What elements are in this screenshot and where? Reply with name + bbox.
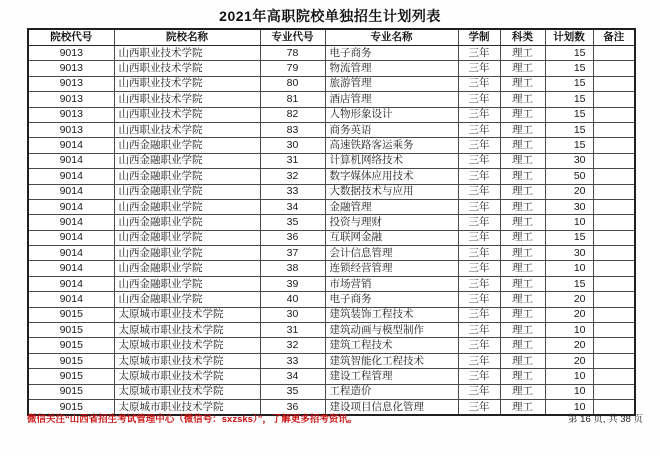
- table-cell: 三年: [458, 215, 500, 230]
- enrollment-plan-table: [27, 28, 636, 416]
- table-cell: 三年: [458, 230, 500, 245]
- table-cell: 30: [260, 307, 325, 322]
- table-cell: 太原城市职业技术学院: [114, 369, 260, 384]
- header-cell: 学制: [458, 29, 500, 46]
- table-cell: 10: [545, 384, 593, 399]
- table-row: [28, 92, 635, 107]
- table-cell: 三年: [458, 292, 500, 307]
- table-cell: 理工: [500, 153, 545, 168]
- table-cell: [593, 153, 635, 168]
- table-cell: 9014: [28, 246, 114, 261]
- table-cell: 山西职业技术学院: [114, 76, 260, 91]
- table-cell: 9013: [28, 107, 114, 122]
- table-cell: 太原城市职业技术学院: [114, 323, 260, 338]
- table-row: [28, 61, 635, 76]
- page-title: 2021年高职院校单独招生计划列表: [219, 8, 441, 24]
- table-cell: 20: [545, 184, 593, 199]
- table-cell: 30: [545, 246, 593, 261]
- table-cell: 三年: [458, 76, 500, 91]
- table-row: [28, 169, 635, 184]
- table-row: [28, 369, 635, 384]
- table-cell: 9013: [28, 92, 114, 107]
- table-cell: 商务英语: [325, 122, 458, 137]
- table-cell: 三年: [458, 384, 500, 399]
- table-cell: 理工: [500, 46, 545, 61]
- table-cell: 太原城市职业技术学院: [114, 338, 260, 353]
- table-cell: 理工: [500, 169, 545, 184]
- table-cell: [593, 292, 635, 307]
- table-cell: 三年: [458, 122, 500, 137]
- table-cell: 9014: [28, 184, 114, 199]
- table-cell: 31: [260, 153, 325, 168]
- table-cell: 38: [260, 261, 325, 276]
- table-cell: 电子商务: [325, 46, 458, 61]
- table-row: [28, 107, 635, 122]
- table-cell: 连锁经营管理: [325, 261, 458, 276]
- table-cell: 31: [260, 323, 325, 338]
- table-cell: 酒店管理: [325, 92, 458, 107]
- table-cell: [593, 215, 635, 230]
- table-cell: 理工: [500, 399, 545, 415]
- table-cell: 10: [545, 369, 593, 384]
- table-cell: 旅游管理: [325, 76, 458, 91]
- table-cell: 三年: [458, 276, 500, 291]
- table-cell: 理工: [500, 92, 545, 107]
- table-cell: 9015: [28, 323, 114, 338]
- table-cell: 三年: [458, 169, 500, 184]
- table-cell: 三年: [458, 46, 500, 61]
- table-row: [28, 399, 635, 415]
- table-cell: 10: [545, 215, 593, 230]
- table-cell: 83: [260, 122, 325, 137]
- table-cell: 物流管理: [325, 61, 458, 76]
- table-cell: 理工: [500, 292, 545, 307]
- table-cell: [593, 307, 635, 322]
- table-row: [28, 307, 635, 322]
- table-cell: 80: [260, 76, 325, 91]
- table-cell: 82: [260, 107, 325, 122]
- table-cell: [593, 323, 635, 338]
- table-body: [28, 46, 635, 416]
- table-row: [28, 353, 635, 368]
- header-cell: 科类: [500, 29, 545, 46]
- table-row: [28, 261, 635, 276]
- table-cell: 三年: [458, 107, 500, 122]
- table-cell: 9013: [28, 46, 114, 61]
- table-cell: [593, 399, 635, 415]
- table-cell: 建设工程管理: [325, 369, 458, 384]
- table-cell: 20: [545, 292, 593, 307]
- table-cell: 30: [545, 199, 593, 214]
- table-cell: 15: [545, 276, 593, 291]
- table-cell: [593, 353, 635, 368]
- table-cell: 山西金融职业学院: [114, 292, 260, 307]
- table-cell: 81: [260, 92, 325, 107]
- table-row: [28, 153, 635, 168]
- table-cell: 理工: [500, 261, 545, 276]
- table-cell: 理工: [500, 107, 545, 122]
- table-cell: 9015: [28, 307, 114, 322]
- table-cell: 15: [545, 138, 593, 153]
- table-cell: 市场营销: [325, 276, 458, 291]
- table-cell: 15: [545, 107, 593, 122]
- table-cell: 山西金融职业学院: [114, 169, 260, 184]
- table-cell: 太原城市职业技术学院: [114, 353, 260, 368]
- table-row: [28, 338, 635, 353]
- table-cell: 9015: [28, 399, 114, 415]
- table-cell: [593, 169, 635, 184]
- table-cell: [593, 76, 635, 91]
- header-cell: 院校名称: [114, 29, 260, 46]
- table-cell: 15: [545, 230, 593, 245]
- table-row: [28, 276, 635, 291]
- table-cell: 10: [545, 261, 593, 276]
- table-cell: 50: [545, 169, 593, 184]
- table-cell: [593, 276, 635, 291]
- table-row: [28, 384, 635, 399]
- table-cell: 20: [545, 353, 593, 368]
- table-cell: [593, 107, 635, 122]
- table-cell: 理工: [500, 122, 545, 137]
- table-row: [28, 323, 635, 338]
- table-row: [28, 122, 635, 137]
- table-cell: 建筑装饰工程技术: [325, 307, 458, 322]
- table-cell: 高速铁路客运乘务: [325, 138, 458, 153]
- table-cell: 35: [260, 384, 325, 399]
- table-cell: 10: [545, 399, 593, 415]
- table-cell: 三年: [458, 353, 500, 368]
- table-cell: 山西职业技术学院: [114, 107, 260, 122]
- table-cell: 三年: [458, 138, 500, 153]
- table-cell: 9014: [28, 199, 114, 214]
- table-cell: 32: [260, 338, 325, 353]
- table-cell: 9013: [28, 61, 114, 76]
- table-row: [28, 246, 635, 261]
- table-cell: 山西职业技术学院: [114, 122, 260, 137]
- header-cell: 专业代号: [260, 29, 325, 46]
- table-cell: 36: [260, 399, 325, 415]
- table-cell: 三年: [458, 307, 500, 322]
- table-cell: 34: [260, 369, 325, 384]
- table-cell: 79: [260, 61, 325, 76]
- table-cell: 三年: [458, 369, 500, 384]
- table-cell: 9014: [28, 261, 114, 276]
- table-cell: [593, 122, 635, 137]
- table-cell: 理工: [500, 276, 545, 291]
- table-row: [28, 215, 635, 230]
- table-cell: [593, 246, 635, 261]
- table-cell: 理工: [500, 323, 545, 338]
- table-cell: 三年: [458, 323, 500, 338]
- table-cell: [593, 261, 635, 276]
- header-cell: 院校代号: [28, 29, 114, 46]
- table-cell: 理工: [500, 138, 545, 153]
- table-cell: 15: [545, 61, 593, 76]
- table-cell: 电子商务: [325, 292, 458, 307]
- table-cell: 太原城市职业技术学院: [114, 384, 260, 399]
- table-cell: 20: [545, 338, 593, 353]
- table-cell: [593, 92, 635, 107]
- footer-page-number: 第 16 页, 共 38 页: [568, 414, 643, 425]
- table-cell: 9014: [28, 292, 114, 307]
- table-cell: 33: [260, 353, 325, 368]
- table-cell: 山西金融职业学院: [114, 199, 260, 214]
- header-cell: 备注: [593, 29, 635, 46]
- table-cell: 15: [545, 46, 593, 61]
- table-cell: 9014: [28, 276, 114, 291]
- table-cell: 三年: [458, 199, 500, 214]
- table-cell: 山西金融职业学院: [114, 153, 260, 168]
- table-cell: [593, 138, 635, 153]
- table-cell: 山西职业技术学院: [114, 61, 260, 76]
- table-cell: 山西金融职业学院: [114, 215, 260, 230]
- table-cell: 太原城市职业技术学院: [114, 399, 260, 415]
- table-cell: [593, 199, 635, 214]
- table-cell: 三年: [458, 261, 500, 276]
- table-row: [28, 230, 635, 245]
- table-cell: 三年: [458, 92, 500, 107]
- table-cell: 建筑智能化工程技术: [325, 353, 458, 368]
- table-cell: 山西金融职业学院: [114, 230, 260, 245]
- table-cell: 36: [260, 230, 325, 245]
- table-cell: 建筑动画与模型制作: [325, 323, 458, 338]
- table-cell: 理工: [500, 76, 545, 91]
- header-cell: 专业名称: [325, 29, 458, 46]
- table-cell: [593, 184, 635, 199]
- table-cell: 三年: [458, 61, 500, 76]
- table-cell: 理工: [500, 307, 545, 322]
- table-cell: 37: [260, 246, 325, 261]
- table-cell: 9014: [28, 153, 114, 168]
- page-footer: [27, 415, 643, 425]
- table-cell: 78: [260, 46, 325, 61]
- header-cell: 计划数: [545, 29, 593, 46]
- table-cell: 山西金融职业学院: [114, 261, 260, 276]
- table-cell: 建筑工程技术: [325, 338, 458, 353]
- table-cell: 山西金融职业学院: [114, 138, 260, 153]
- table-cell: 山西职业技术学院: [114, 92, 260, 107]
- table-cell: 理工: [500, 199, 545, 214]
- table-cell: 35: [260, 215, 325, 230]
- table-row: [28, 292, 635, 307]
- table-cell: [593, 46, 635, 61]
- table-cell: 建设项目信息化管理: [325, 399, 458, 415]
- table-cell: 40: [260, 292, 325, 307]
- footer-wechat-notice: 微信关注“山西省招生考试管理中心（微信号：sxzsks）”，了解更多招考资讯。: [27, 414, 358, 425]
- table-cell: [593, 61, 635, 76]
- table-cell: 理工: [500, 369, 545, 384]
- table-cell: 39: [260, 276, 325, 291]
- table-cell: 山西金融职业学院: [114, 246, 260, 261]
- table-cell: 理工: [500, 230, 545, 245]
- table-cell: 32: [260, 169, 325, 184]
- table-cell: 互联网金融: [325, 230, 458, 245]
- table-cell: 三年: [458, 184, 500, 199]
- table-cell: 9015: [28, 353, 114, 368]
- table-cell: 山西金融职业学院: [114, 184, 260, 199]
- table-cell: 工程造价: [325, 384, 458, 399]
- table-cell: 理工: [500, 246, 545, 261]
- table-cell: 9015: [28, 384, 114, 399]
- table-cell: 理工: [500, 184, 545, 199]
- table-cell: 9013: [28, 76, 114, 91]
- table-cell: 三年: [458, 399, 500, 415]
- table-cell: [593, 384, 635, 399]
- table-cell: 15: [545, 76, 593, 91]
- table-cell: 会计信息管理: [325, 246, 458, 261]
- table-cell: [593, 338, 635, 353]
- table-cell: 计算机网络技术: [325, 153, 458, 168]
- table-cell: 理工: [500, 338, 545, 353]
- table-cell: 山西职业技术学院: [114, 46, 260, 61]
- table-cell: 理工: [500, 384, 545, 399]
- table-cell: 30: [260, 138, 325, 153]
- table-row: [28, 199, 635, 214]
- table-cell: 人物形象设计: [325, 107, 458, 122]
- table-cell: 9014: [28, 215, 114, 230]
- table-row: [28, 184, 635, 199]
- table-header-row: [28, 29, 635, 46]
- table-cell: 9015: [28, 338, 114, 353]
- table-cell: 9014: [28, 138, 114, 153]
- table-cell: 山西金融职业学院: [114, 276, 260, 291]
- table-cell: 9014: [28, 169, 114, 184]
- table-cell: 15: [545, 92, 593, 107]
- table-row: [28, 76, 635, 91]
- table-cell: 金融管理: [325, 199, 458, 214]
- table-cell: 20: [545, 307, 593, 322]
- table-cell: 9014: [28, 230, 114, 245]
- table-cell: 30: [545, 153, 593, 168]
- table-cell: [593, 230, 635, 245]
- table-row: [28, 46, 635, 61]
- table-cell: 三年: [458, 246, 500, 261]
- table-cell: 15: [545, 122, 593, 137]
- table-cell: 投资与理财: [325, 215, 458, 230]
- table-cell: 理工: [500, 61, 545, 76]
- table-cell: 数字媒体应用技术: [325, 169, 458, 184]
- table-row: [28, 138, 635, 153]
- table-cell: 9015: [28, 369, 114, 384]
- table-cell: 理工: [500, 215, 545, 230]
- table-cell: 34: [260, 199, 325, 214]
- table-cell: 理工: [500, 353, 545, 368]
- table-cell: 10: [545, 323, 593, 338]
- table-cell: 三年: [458, 153, 500, 168]
- table-cell: [593, 369, 635, 384]
- table-cell: 33: [260, 184, 325, 199]
- table-cell: 大数据技术与应用: [325, 184, 458, 199]
- table-cell: 太原城市职业技术学院: [114, 307, 260, 322]
- table-cell: 9013: [28, 122, 114, 137]
- table-cell: 三年: [458, 338, 500, 353]
